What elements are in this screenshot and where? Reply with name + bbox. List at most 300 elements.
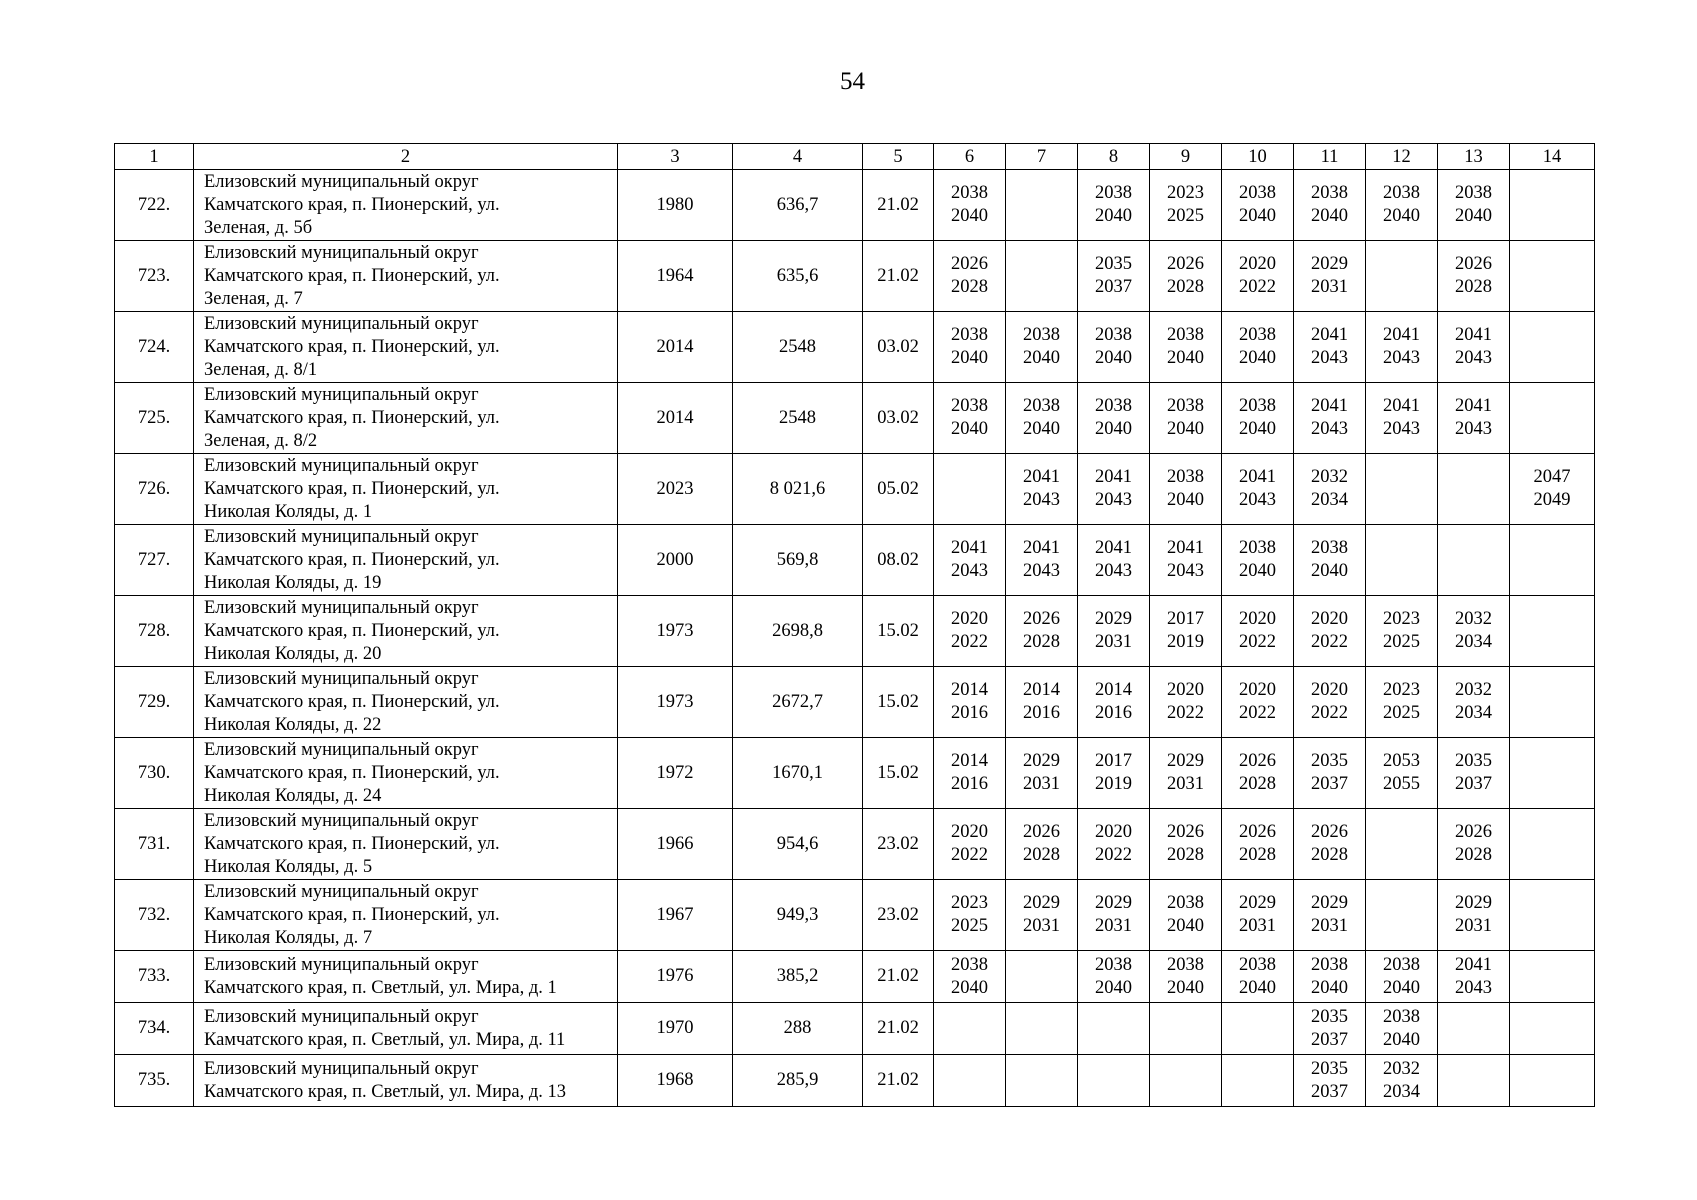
period-years: 2020 2022 [1239,680,1276,723]
period-cell-8 [1078,880,1150,951]
period-cell-6 [934,1003,1006,1055]
period-cell-9 [1150,596,1222,667]
period-years: 2020 2022 [1311,609,1348,652]
period-years: 2014 2016 [1095,680,1132,723]
column-header: 14 [1510,144,1595,170]
period-cell-11 [1294,1055,1366,1107]
address-line: Камчатского края, п. Светлый, ул. Мира, д. 11 [204,1029,566,1050]
period-cell-11 [1294,454,1366,525]
address-line: Николая Коляды, д. 20 [204,643,382,664]
period-cell-9 [1150,667,1222,738]
row-number: 725. [115,383,194,454]
period-cell-8 [1078,809,1150,880]
column-header: 5 [863,144,934,170]
period-cell-9 [1150,1055,1222,1107]
construction-year: 2014 [618,383,733,454]
period-cell-11 [1294,525,1366,596]
period-cell-6 [934,596,1006,667]
row-number: 723. [115,241,194,312]
housing-register-table [114,143,1595,1107]
period-years: 2038 2040 [951,396,988,439]
period-cell-10 [1222,667,1294,738]
period-cell-12 [1366,596,1438,667]
total-area: 2672,7 [733,667,863,738]
address-cell [194,241,618,312]
table-row [115,738,1595,809]
row-number: 734. [115,1003,194,1055]
code-cell: 15.02 [863,738,934,809]
period-cell-10 [1222,809,1294,880]
period-cell-7 [1006,1055,1078,1107]
period-cell-6 [934,383,1006,454]
period-years: 2020 2022 [1167,680,1204,723]
period-years: 2035 2037 [1311,1058,1348,1102]
period-years: 2029 2031 [1455,893,1492,936]
address-line: Камчатского края, п. Пионерский, ул. [204,762,500,783]
period-cell-7 [1006,951,1078,1003]
period-years: 2032 2034 [1455,609,1492,652]
row-number: 729. [115,667,194,738]
column-number-row [115,144,1595,170]
period-cell-6 [934,880,1006,951]
period-years: 2020 2022 [1239,609,1276,652]
period-years: 2017 2019 [1167,609,1204,652]
period-cell-12 [1366,312,1438,383]
period-years: 2038 2040 [1383,183,1420,226]
address-line: Камчатского края, п. Пионерский, ул. [204,691,500,712]
period-cell-9 [1150,1003,1222,1055]
period-cell-7 [1006,880,1078,951]
column-header: 4 [733,144,863,170]
construction-year: 1964 [618,241,733,312]
period-cell-6 [934,1055,1006,1107]
address-line: Елизовский муниципальный округ [204,384,479,405]
period-years: 2023 2025 [1167,183,1204,226]
period-years: 2026 2028 [1167,822,1204,865]
address-line: Елизовский муниципальный округ [204,597,479,618]
period-cell-13 [1438,170,1510,241]
code-cell: 21.02 [863,170,934,241]
column-header: 2 [194,144,618,170]
period-cell-12 [1366,951,1438,1003]
period-cell-11 [1294,667,1366,738]
period-cell-9 [1150,525,1222,596]
period-cell-8 [1078,738,1150,809]
period-cell-11 [1294,596,1366,667]
period-cell-7 [1006,525,1078,596]
period-years: 2029 2031 [1023,893,1060,936]
period-cell-10 [1222,880,1294,951]
period-years: 2038 2040 [1383,1006,1420,1050]
period-years: 2026 2028 [1455,822,1492,865]
period-years: 2041 2043 [1311,325,1348,368]
period-cell-12 [1366,1055,1438,1107]
address-cell [194,596,618,667]
period-cell-6 [934,312,1006,383]
address-line: Камчатского края, п. Светлый, ул. Мира, д. 1 [204,977,557,998]
period-cell-6 [934,454,1006,525]
address-line: Елизовский муниципальный округ [204,242,479,263]
construction-year: 1973 [618,596,733,667]
period-cell-6 [934,809,1006,880]
column-header: 12 [1366,144,1438,170]
construction-year: 2014 [618,312,733,383]
period-years: 2029 2031 [1311,254,1348,297]
period-cell-13 [1438,596,1510,667]
period-years: 2038 2040 [1167,325,1204,368]
period-cell-14 [1510,596,1595,667]
period-years: 2029 2031 [1095,609,1132,652]
code-cell: 21.02 [863,1055,934,1107]
period-cell-9 [1150,383,1222,454]
total-area: 949,3 [733,880,863,951]
period-years: 2038 2040 [1239,954,1276,998]
period-cell-10 [1222,596,1294,667]
period-years: 2026 2028 [1311,822,1348,865]
address-line: Елизовский муниципальный округ [204,810,479,831]
address-line: Зеленая, д. 8/1 [204,359,318,380]
code-cell: 21.02 [863,951,934,1003]
address-line: Елизовский муниципальный округ [204,1058,479,1079]
column-header: 1 [115,144,194,170]
code-cell: 23.02 [863,809,934,880]
period-cell-12 [1366,454,1438,525]
period-years: 2047 2049 [1533,467,1571,510]
period-cell-13 [1438,312,1510,383]
period-years: 2032 2034 [1311,467,1348,510]
period-years: 2038 2040 [1239,183,1276,226]
period-cell-14 [1510,667,1595,738]
period-cell-12 [1366,525,1438,596]
period-cell-14 [1510,1003,1595,1055]
period-years: 2053 2055 [1383,751,1420,794]
table-row [115,667,1595,738]
table-body [115,170,1595,1107]
address-line: Николая Коляды, д. 24 [204,785,382,806]
period-years: 2038 2040 [1455,183,1492,226]
address-line: Николая Коляды, д. 22 [204,714,382,735]
row-number: 735. [115,1055,194,1107]
period-cell-11 [1294,1003,1366,1055]
period-cell-13 [1438,525,1510,596]
period-cell-7 [1006,738,1078,809]
period-cell-10 [1222,383,1294,454]
period-years: 2026 2028 [1023,822,1060,865]
address-line: Камчатского края, п. Пионерский, ул. [204,265,500,286]
period-years: 2038 2040 [1383,954,1420,998]
row-number: 730. [115,738,194,809]
period-years: 2026 2028 [1239,822,1276,865]
period-years: 2041 2043 [1023,538,1060,581]
address-line: Николая Коляды, д. 19 [204,572,382,593]
total-area: 954,6 [733,809,863,880]
period-cell-9 [1150,170,1222,241]
period-years: 2032 2034 [1455,680,1492,723]
period-cell-10 [1222,525,1294,596]
period-years: 2029 2031 [1311,893,1348,936]
period-years: 2041 2043 [1167,538,1204,581]
period-cell-8 [1078,383,1150,454]
period-years: 2038 2040 [951,954,988,998]
period-cell-6 [934,170,1006,241]
construction-year: 1968 [618,1055,733,1107]
period-years: 2041 2043 [1455,325,1492,368]
row-number: 726. [115,454,194,525]
period-cell-8 [1078,1003,1150,1055]
period-cell-10 [1222,241,1294,312]
period-years: 2041 2043 [1383,325,1420,368]
table-row [115,454,1595,525]
period-years: 2026 2028 [951,254,988,297]
period-years: 2038 2040 [1311,183,1348,226]
period-cell-6 [934,951,1006,1003]
period-cell-8 [1078,241,1150,312]
period-years: 2038 2040 [1239,325,1276,368]
period-years: 2038 2040 [951,183,988,226]
period-cell-12 [1366,738,1438,809]
period-years: 2032 2034 [1383,1058,1420,1102]
period-years: 2038 2040 [1167,467,1204,510]
address-line: Елизовский муниципальный округ [204,1006,479,1027]
period-cell-7 [1006,383,1078,454]
period-years: 2020 2022 [1311,680,1348,723]
period-years: 2023 2025 [1383,609,1420,652]
period-cell-8 [1078,454,1150,525]
address-cell [194,738,618,809]
period-cell-9 [1150,809,1222,880]
address-line: Камчатского края, п. Пионерский, ул. [204,194,500,215]
address-line: Николая Коляды, д. 7 [204,927,373,948]
period-years: 2041 2043 [1239,467,1276,510]
page-number: 54 [840,68,865,95]
period-cell-7 [1006,312,1078,383]
period-years: 2038 2040 [1167,954,1204,998]
period-years: 2041 2043 [951,538,988,581]
period-cell-8 [1078,1055,1150,1107]
address-line: Елизовский муниципальный округ [204,739,479,760]
period-years: 2017 2019 [1095,751,1132,794]
period-cell-14 [1510,738,1595,809]
code-cell: 03.02 [863,383,934,454]
period-years: 2029 2031 [1095,893,1132,936]
period-cell-7 [1006,809,1078,880]
table-row [115,241,1595,312]
construction-year: 1970 [618,1003,733,1055]
period-years: 2029 2031 [1239,893,1276,936]
period-years: 2041 2043 [1455,954,1492,998]
address-line: Зеленая, д. 5б [204,217,313,238]
period-cell-8 [1078,170,1150,241]
address-line: Камчатского края, п. Пионерский, ул. [204,478,500,499]
period-cell-7 [1006,1003,1078,1055]
period-cell-7 [1006,667,1078,738]
address-cell [194,880,618,951]
table-row [115,809,1595,880]
period-cell-9 [1150,454,1222,525]
period-years: 2026 2028 [1023,609,1060,652]
period-cell-8 [1078,667,1150,738]
period-cell-12 [1366,880,1438,951]
address-line: Камчатского края, п. Светлый, ул. Мира, д. 13 [204,1081,566,1102]
row-number: 733. [115,951,194,1003]
period-cell-11 [1294,738,1366,809]
address-line: Елизовский муниципальный округ [204,881,479,902]
period-years: 2038 2040 [1167,893,1204,936]
period-years: 2038 2040 [1095,183,1132,226]
column-header: 6 [934,144,1006,170]
column-header: 9 [1150,144,1222,170]
column-header: 7 [1006,144,1078,170]
period-cell-11 [1294,241,1366,312]
address-line: Камчатского края, п. Пионерский, ул. [204,336,500,357]
period-cell-11 [1294,383,1366,454]
period-years: 2038 2040 [1023,396,1060,439]
period-cell-9 [1150,312,1222,383]
period-cell-8 [1078,525,1150,596]
period-cell-6 [934,667,1006,738]
period-cell-8 [1078,312,1150,383]
row-number: 731. [115,809,194,880]
period-years: 2035 2037 [1311,751,1348,794]
period-cell-11 [1294,312,1366,383]
total-area: 636,7 [733,170,863,241]
period-years: 2038 2040 [1311,538,1348,581]
period-cell-9 [1150,880,1222,951]
period-years: 2029 2031 [1167,751,1204,794]
address-cell [194,667,618,738]
period-years: 2020 2022 [1095,822,1132,865]
address-cell [194,170,618,241]
address-cell [194,454,618,525]
address-line: Зеленая, д. 8/2 [204,430,318,451]
period-years: 2020 2022 [1239,254,1276,297]
address-cell [194,951,618,1003]
period-cell-10 [1222,1055,1294,1107]
period-cell-11 [1294,170,1366,241]
address-line: Елизовский муниципальный округ [204,171,479,192]
period-cell-9 [1150,241,1222,312]
address-line: Камчатского края, п. Пионерский, ул. [204,620,500,641]
period-cell-14 [1510,951,1595,1003]
column-header: 8 [1078,144,1150,170]
table-row [115,170,1595,241]
period-cell-8 [1078,596,1150,667]
address-line: Елизовский муниципальный округ [204,313,479,334]
total-area: 385,2 [733,951,863,1003]
period-cell-13 [1438,454,1510,525]
period-cell-13 [1438,667,1510,738]
period-years: 2038 2040 [1095,954,1132,998]
construction-year: 1972 [618,738,733,809]
period-cell-6 [934,738,1006,809]
row-number: 722. [115,170,194,241]
code-cell: 21.02 [863,1003,934,1055]
column-header: 10 [1222,144,1294,170]
total-area: 1670,1 [733,738,863,809]
period-years: 2026 2028 [1455,254,1492,297]
period-cell-14 [1510,383,1595,454]
period-years: 2023 2025 [951,893,988,936]
address-cell [194,809,618,880]
code-cell: 15.02 [863,596,934,667]
address-line: Елизовский муниципальный округ [204,455,479,476]
period-cell-14 [1510,241,1595,312]
period-years: 2020 2022 [951,822,988,865]
period-years: 2041 2043 [1311,396,1348,439]
table-row [115,525,1595,596]
period-years: 2023 2025 [1383,680,1420,723]
period-cell-14 [1510,525,1595,596]
period-years: 2014 2016 [1023,680,1060,723]
total-area: 2698,8 [733,596,863,667]
period-years: 2038 2040 [1239,396,1276,439]
address-line: Камчатского края, п. Пионерский, ул. [204,904,500,925]
period-years: 2041 2043 [1095,467,1132,510]
period-cell-9 [1150,951,1222,1003]
total-area: 2548 [733,383,863,454]
period-cell-10 [1222,1003,1294,1055]
row-number: 724. [115,312,194,383]
period-cell-13 [1438,383,1510,454]
period-cell-10 [1222,454,1294,525]
period-cell-14 [1510,454,1595,525]
period-cell-12 [1366,667,1438,738]
period-cell-13 [1438,951,1510,1003]
period-years: 2035 2037 [1095,254,1132,297]
code-cell: 21.02 [863,241,934,312]
address-line: Камчатского края, п. Пионерский, ул. [204,833,500,854]
address-line: Николая Коляды, д. 1 [204,501,373,522]
period-years: 2035 2037 [1455,751,1492,794]
period-cell-10 [1222,312,1294,383]
period-cell-12 [1366,170,1438,241]
construction-year: 1976 [618,951,733,1003]
construction-year: 1967 [618,880,733,951]
address-line: Зеленая, д. 7 [204,288,303,309]
period-cell-7 [1006,596,1078,667]
period-cell-14 [1510,809,1595,880]
column-header: 3 [618,144,733,170]
address-cell [194,312,618,383]
period-cell-10 [1222,738,1294,809]
period-cell-10 [1222,951,1294,1003]
code-cell: 05.02 [863,454,934,525]
period-years: 2038 2040 [1239,538,1276,581]
period-cell-13 [1438,880,1510,951]
address-line: Камчатского края, п. Пионерский, ул. [204,549,500,570]
period-cell-9 [1150,738,1222,809]
period-cell-7 [1006,454,1078,525]
construction-year: 1966 [618,809,733,880]
total-area: 635,6 [733,241,863,312]
period-years: 2035 2037 [1311,1006,1348,1050]
total-area: 569,8 [733,525,863,596]
period-cell-14 [1510,170,1595,241]
period-cell-11 [1294,951,1366,1003]
construction-year: 2023 [618,454,733,525]
period-years: 2014 2016 [951,751,988,794]
period-years: 2041 2043 [1023,467,1060,510]
period-cell-10 [1222,170,1294,241]
period-cell-12 [1366,809,1438,880]
period-cell-12 [1366,383,1438,454]
table-row [115,951,1595,1003]
construction-year: 1973 [618,667,733,738]
period-years: 2038 2040 [1095,325,1132,368]
period-years: 2041 2043 [1455,396,1492,439]
code-cell: 08.02 [863,525,934,596]
table-row [115,1003,1595,1055]
